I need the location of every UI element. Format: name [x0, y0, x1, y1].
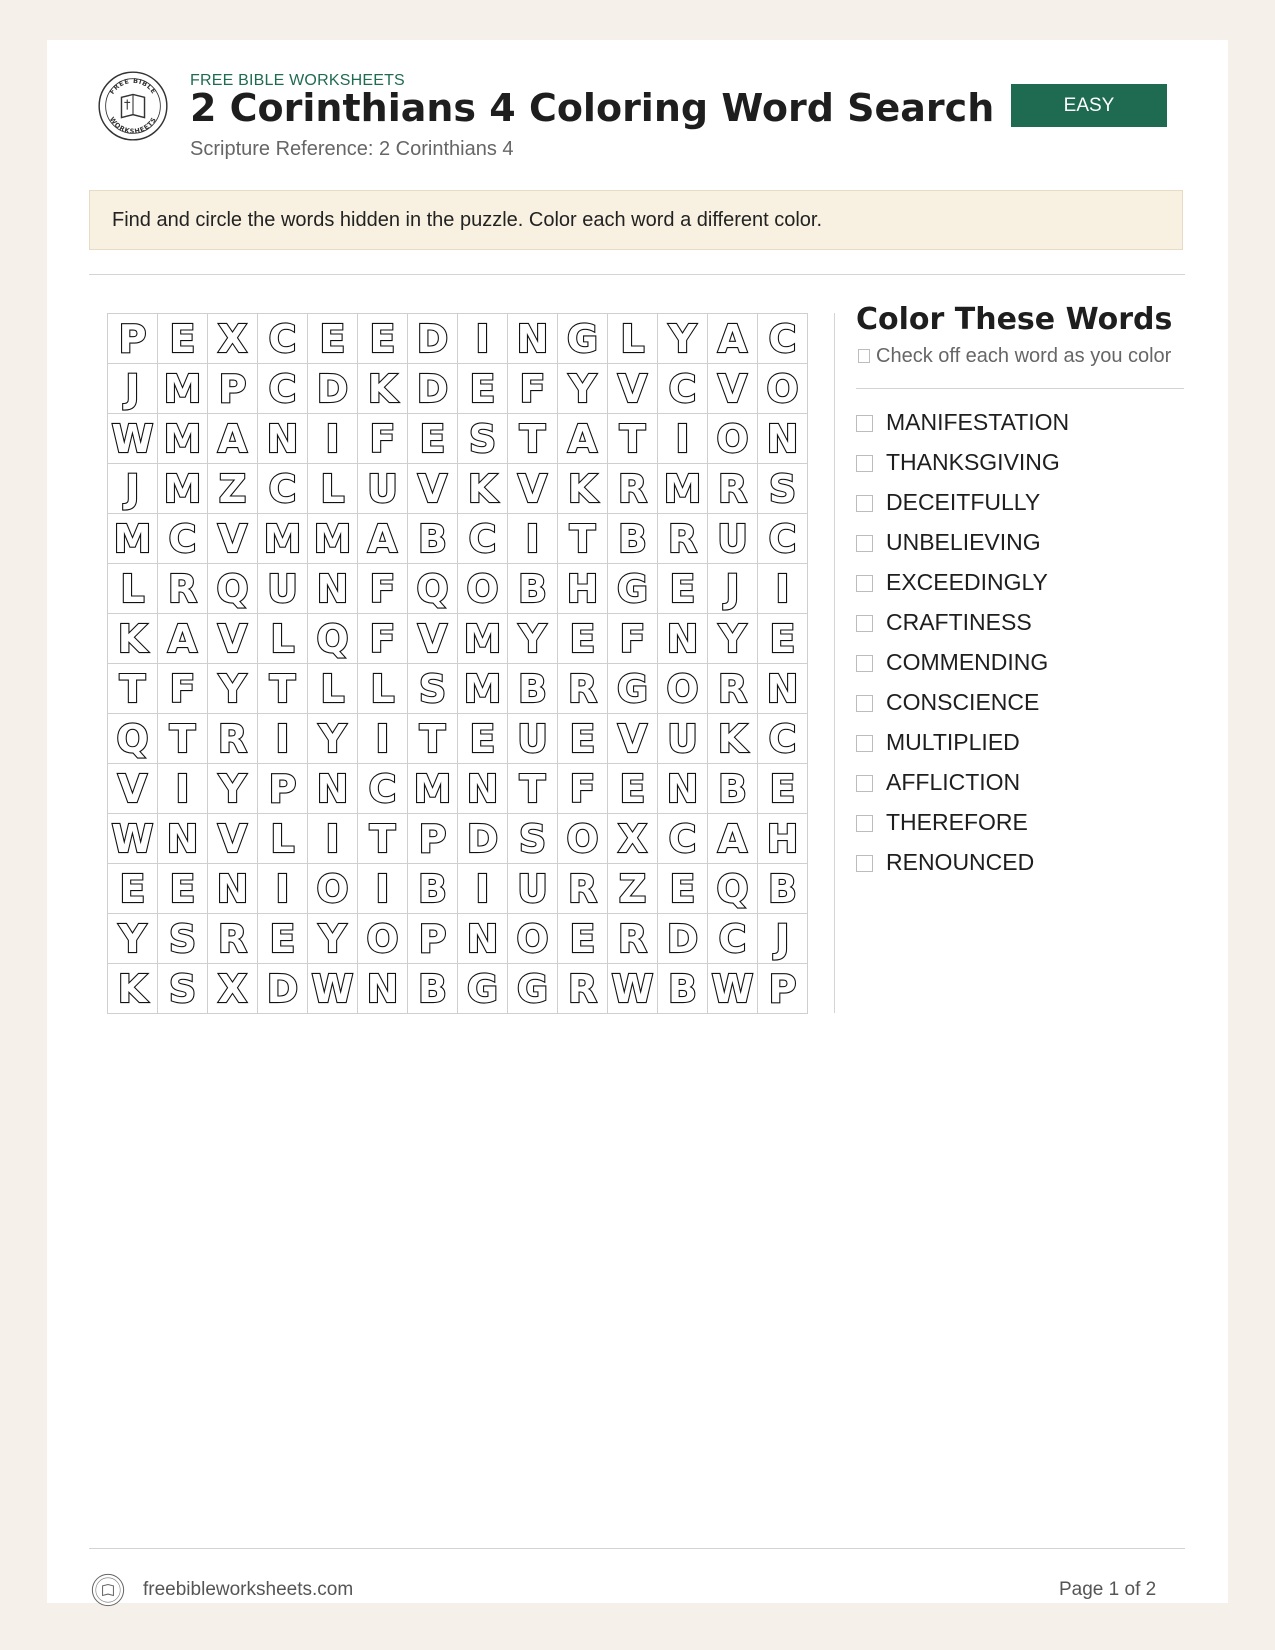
grid-cell[interactable]: W	[108, 414, 158, 464]
grid-cell[interactable]: B	[758, 864, 808, 914]
grid-cell[interactable]: Q	[108, 714, 158, 764]
word-label: MANIFESTATION	[886, 408, 1070, 435]
grid-cell[interactable]: O	[358, 914, 408, 964]
grid-cell[interactable]: Y	[308, 714, 358, 764]
grid-cell[interactable]: R	[558, 664, 608, 714]
grid-cell[interactable]: L	[308, 664, 358, 714]
grid-cell[interactable]: S	[458, 414, 508, 464]
header-divider	[89, 274, 1185, 275]
grid-cell[interactable]: N	[758, 414, 808, 464]
grid-cell[interactable]: G	[508, 964, 558, 1014]
footer-site-link[interactable]: freebibleworksheets.com	[143, 1579, 354, 1600]
scripture-reference: Scripture Reference: 2 Corinthians 4	[190, 138, 514, 160]
grid-cell[interactable]: U	[508, 714, 558, 764]
instructions-text: Find and circle the words hidden in the puzzle. Color each word a different color.	[112, 208, 823, 231]
grid-cell[interactable]: E	[358, 314, 408, 364]
grid-cell[interactable]: P	[108, 314, 158, 364]
grid-cell[interactable]: S	[158, 914, 208, 964]
word-list-item	[856, 482, 1069, 522]
grid-cell[interactable]: C	[758, 314, 808, 364]
grid-cell[interactable]: G	[458, 964, 508, 1014]
grid-cell[interactable]: D	[658, 914, 708, 964]
word-list-item	[856, 522, 1069, 562]
svg-text:FREE BIBLE: FREE BIBLE	[107, 76, 159, 96]
word-search-grid	[107, 313, 808, 1014]
footer-logo-icon	[91, 1573, 125, 1607]
grid-cell[interactable]: C	[658, 814, 708, 864]
grid-cell[interactable]: O	[658, 664, 708, 714]
word-checkbox[interactable]	[856, 415, 873, 432]
word-list-item	[856, 442, 1069, 482]
grid-cell[interactable]: E	[158, 864, 208, 914]
grid-cell[interactable]: N	[458, 764, 508, 814]
grid-cell[interactable]: M	[458, 614, 508, 664]
word-list-item	[856, 802, 1069, 842]
grid-cell[interactable]: L	[308, 464, 358, 514]
grid-cell[interactable]: A	[708, 814, 758, 864]
page-title: 2 Corinthians 4 Coloring Word Search	[190, 86, 995, 130]
grid-cell[interactable]: C	[158, 514, 208, 564]
grid-cell[interactable]: K	[358, 364, 408, 414]
grid-cell[interactable]: L	[358, 664, 408, 714]
grid-cell[interactable]: U	[508, 864, 558, 914]
grid-cell[interactable]: E	[158, 314, 208, 364]
word-list-item	[856, 682, 1069, 722]
grid-cell[interactable]: F	[508, 364, 558, 414]
grid-cell[interactable]: E	[758, 614, 808, 664]
word-checkbox[interactable]	[856, 535, 873, 552]
grid-cell[interactable]: P	[208, 364, 258, 414]
grid-cell[interactable]: P	[258, 764, 308, 814]
grid-cell[interactable]: Y	[658, 314, 708, 364]
grid-cell[interactable]: R	[208, 714, 258, 764]
word-label: CRAFTINESS	[886, 608, 1032, 635]
grid-cell[interactable]: E	[608, 764, 658, 814]
grid-cell[interactable]: H	[558, 564, 608, 614]
grid-cell[interactable]: W	[108, 814, 158, 864]
grid-cell[interactable]: U	[258, 564, 308, 614]
grid-cell[interactable]: K	[108, 964, 158, 1014]
grid-cell[interactable]: E	[558, 714, 608, 764]
grid-cell[interactable]: T	[108, 664, 158, 714]
grid-cell[interactable]: Q	[708, 864, 758, 914]
grid-cell[interactable]: M	[408, 764, 458, 814]
word-list-subtitle	[858, 345, 1171, 368]
grid-cell[interactable]: O	[308, 864, 358, 914]
instructions-box	[89, 190, 1183, 250]
word-checkbox[interactable]	[856, 575, 873, 592]
word-label: DECEITFULLY	[886, 488, 1041, 515]
word-list-item	[856, 562, 1069, 602]
grid-cell[interactable]: C	[758, 514, 808, 564]
grid-cell[interactable]: N	[658, 614, 708, 664]
grid-cell[interactable]: C	[258, 314, 308, 364]
grid-cell[interactable]: N	[308, 764, 358, 814]
grid-cell[interactable]: I	[158, 764, 208, 814]
grid-cell[interactable]: W	[308, 964, 358, 1014]
grid-cell[interactable]: C	[258, 464, 308, 514]
grid-cell[interactable]: K	[458, 464, 508, 514]
grid-cell[interactable]: D	[408, 364, 458, 414]
word-list-item	[856, 402, 1069, 442]
grid-cell[interactable]: U	[358, 464, 408, 514]
grid-cell[interactable]: C	[708, 914, 758, 964]
grid-cell[interactable]: E	[558, 914, 608, 964]
grid-cell[interactable]: M	[258, 514, 308, 564]
svg-text:WORKSHEETS: WORKSHEETS	[107, 115, 159, 136]
grid-cell[interactable]: R	[608, 464, 658, 514]
grid-cell[interactable]: K	[108, 614, 158, 664]
worksheet-page	[47, 40, 1228, 1603]
grid-cell[interactable]: R	[558, 864, 608, 914]
grid-cell[interactable]: E	[758, 764, 808, 814]
grid-cell[interactable]: X	[208, 314, 258, 364]
grid-cell[interactable]: G	[608, 664, 658, 714]
grid-cell[interactable]: X	[608, 814, 658, 864]
column-divider	[834, 313, 835, 1013]
grid-cell[interactable]: M	[658, 464, 708, 514]
grid-cell[interactable]: P	[408, 814, 458, 864]
grid-cell[interactable]: V	[608, 714, 658, 764]
word-list-item	[856, 762, 1069, 802]
grid-cell[interactable]: N	[758, 664, 808, 714]
word-checkbox[interactable]	[856, 855, 873, 872]
grid-cell[interactable]: I	[508, 514, 558, 564]
grid-cell[interactable]: I	[308, 414, 358, 464]
grid-cell[interactable]: D	[258, 964, 308, 1014]
word-list-title: Color These Words	[856, 302, 1173, 337]
grid-cell[interactable]: L	[608, 314, 658, 364]
grid-cell[interactable]: T	[258, 664, 308, 714]
grid-cell[interactable]: M	[458, 664, 508, 714]
grid-cell[interactable]: M	[158, 414, 208, 464]
grid-cell[interactable]: E	[408, 414, 458, 464]
brand-label: FREE BIBLE WORKSHEETS	[190, 72, 405, 89]
grid-cell[interactable]: N	[208, 864, 258, 914]
grid-cell[interactable]: K	[708, 714, 758, 764]
grid-cell[interactable]: N	[508, 314, 558, 364]
word-label: MULTIPLIED	[886, 728, 1020, 755]
word-label: UNBELIEVING	[886, 528, 1041, 555]
grid-cell[interactable]: B	[708, 764, 758, 814]
grid-cell[interactable]: I	[308, 814, 358, 864]
grid-cell[interactable]: A	[708, 314, 758, 364]
grid-cell[interactable]: Y	[208, 664, 258, 714]
grid-cell[interactable]: B	[508, 564, 558, 614]
grid-cell[interactable]: P	[758, 964, 808, 1014]
grid-cell[interactable]: G	[558, 314, 608, 364]
grid-cell[interactable]: I	[758, 564, 808, 614]
grid-cell[interactable]: O	[508, 914, 558, 964]
grid-cell[interactable]: E	[558, 614, 608, 664]
word-list-subtitle-text: Check off each word as you color	[876, 345, 1172, 367]
word-label: AFFLICTION	[886, 768, 1021, 795]
grid-cell[interactable]: W	[608, 964, 658, 1014]
grid-cell[interactable]: F	[358, 614, 408, 664]
grid-cell[interactable]: V	[208, 814, 258, 864]
grid-cell[interactable]: I	[258, 864, 308, 914]
grid-cell[interactable]: N	[358, 964, 408, 1014]
word-checkbox[interactable]	[856, 815, 873, 832]
grid-cell[interactable]: E	[308, 314, 358, 364]
word-checkbox[interactable]	[856, 775, 873, 792]
grid-cell[interactable]: R	[708, 664, 758, 714]
grid-cell[interactable]: Y	[308, 914, 358, 964]
word-checkbox[interactable]	[856, 615, 873, 632]
grid-cell[interactable]: S	[758, 464, 808, 514]
grid-cell[interactable]: C	[758, 714, 808, 764]
grid-cell[interactable]: L	[258, 814, 308, 864]
grid-cell[interactable]: V	[608, 364, 658, 414]
grid-cell[interactable]: J	[758, 914, 808, 964]
grid-cell[interactable]: F	[608, 614, 658, 664]
grid-cell[interactable]: C	[258, 364, 308, 414]
word-list-item	[856, 642, 1069, 682]
word-label: THEREFORE	[886, 808, 1028, 835]
grid-cell[interactable]: Q	[208, 564, 258, 614]
grid-cell[interactable]: U	[708, 514, 758, 564]
word-list	[856, 402, 1069, 882]
grid-cell[interactable]: C	[458, 514, 508, 564]
grid-cell[interactable]: E	[108, 864, 158, 914]
grid-cell[interactable]: J	[108, 364, 158, 414]
grid-cell[interactable]: D	[458, 814, 508, 864]
grid-cell[interactable]: R	[558, 964, 608, 1014]
grid-cell[interactable]: A	[208, 414, 258, 464]
word-label: CONSCIENCE	[886, 688, 1040, 715]
word-list-item	[856, 602, 1069, 642]
grid-cell[interactable]: V	[708, 364, 758, 414]
grid-cell[interactable]: B	[408, 864, 458, 914]
grid-cell[interactable]: F	[558, 764, 608, 814]
grid-cell[interactable]: T	[358, 814, 408, 864]
grid-cell[interactable]: Y	[708, 614, 758, 664]
grid-cell[interactable]: D	[408, 314, 458, 364]
grid-cell[interactable]: Q	[408, 564, 458, 614]
grid-cell[interactable]: I	[458, 314, 508, 364]
grid-cell[interactable]: P	[408, 914, 458, 964]
grid-cell[interactable]: S	[408, 664, 458, 714]
grid-cell[interactable]: R	[608, 914, 658, 964]
grid-cell[interactable]: F	[158, 664, 208, 714]
grid-cell[interactable]: I	[658, 414, 708, 464]
grid-cell[interactable]: T	[508, 414, 558, 464]
grid-cell[interactable]: R	[158, 564, 208, 614]
grid-cell[interactable]: L	[108, 564, 158, 614]
grid-cell[interactable]: O	[708, 414, 758, 464]
grid-cell[interactable]: O	[558, 814, 608, 864]
grid-cell[interactable]: M	[158, 464, 208, 514]
grid-cell[interactable]: Y	[558, 364, 608, 414]
grid-cell[interactable]: E	[458, 364, 508, 414]
grid-cell[interactable]: F	[358, 564, 408, 614]
grid-cell[interactable]: Z	[208, 464, 258, 514]
grid-cell[interactable]: Y	[208, 764, 258, 814]
grid-cell[interactable]: E	[658, 564, 708, 614]
grid-cell[interactable]: J	[708, 564, 758, 614]
grid-cell[interactable]: M	[108, 514, 158, 564]
grid-cell[interactable]: K	[558, 464, 608, 514]
grid-cell[interactable]: M	[308, 514, 358, 564]
word-label: EXCEEDINGLY	[886, 568, 1048, 595]
grid-cell[interactable]: D	[308, 364, 358, 414]
word-label: COMMENDING	[886, 648, 1049, 675]
grid-cell[interactable]: B	[408, 964, 458, 1014]
grid-cell[interactable]: I	[358, 714, 408, 764]
grid-cell[interactable]: B	[658, 964, 708, 1014]
grid-cell[interactable]: T	[158, 714, 208, 764]
word-list-divider	[856, 388, 1184, 389]
grid-cell[interactable]: W	[708, 964, 758, 1014]
word-checkbox[interactable]	[856, 695, 873, 712]
grid-cell[interactable]: V	[108, 764, 158, 814]
grid-cell[interactable]: F	[358, 414, 408, 464]
word-checkbox[interactable]	[856, 655, 873, 672]
grid-cell[interactable]: E	[258, 914, 308, 964]
grid-cell[interactable]: E	[658, 864, 708, 914]
word-label: RENOUNCED	[886, 848, 1035, 875]
grid-cell[interactable]: A	[358, 514, 408, 564]
grid-cell[interactable]: S	[508, 814, 558, 864]
grid-cell[interactable]: I	[458, 864, 508, 914]
grid-cell[interactable]: R	[658, 514, 708, 564]
grid-cell[interactable]: V	[508, 464, 558, 514]
page-number: Page 1 of 2	[1059, 1579, 1157, 1600]
grid-cell[interactable]: U	[658, 714, 708, 764]
grid-cell[interactable]: V	[208, 614, 258, 664]
grid-cell[interactable]: H	[758, 814, 808, 864]
grid-cell[interactable]: V	[408, 614, 458, 664]
word-label: THANKSGIVING	[886, 448, 1060, 475]
grid-cell[interactable]: R	[708, 464, 758, 514]
grid-cell[interactable]: T	[408, 714, 458, 764]
grid-cell[interactable]: L	[258, 614, 308, 664]
grid-cell[interactable]: S	[158, 964, 208, 1014]
grid-cell[interactable]: C	[358, 764, 408, 814]
grid-cell[interactable]: Y	[108, 914, 158, 964]
grid-cell[interactable]: M	[158, 364, 208, 414]
grid-cell[interactable]: I	[258, 714, 308, 764]
grid-cell[interactable]: N	[658, 764, 708, 814]
grid-cell[interactable]: G	[608, 564, 658, 614]
grid-cell[interactable]: V	[408, 464, 458, 514]
grid-cell[interactable]: O	[458, 564, 508, 614]
grid-cell[interactable]: C	[658, 364, 708, 414]
grid-cell[interactable]: B	[508, 664, 558, 714]
grid-cell[interactable]: R	[208, 914, 258, 964]
grid-cell[interactable]: B	[408, 514, 458, 564]
grid-cell[interactable]: T	[558, 514, 608, 564]
grid-cell[interactable]: J	[108, 464, 158, 514]
checkbox-icon	[858, 349, 870, 363]
word-list-item	[856, 722, 1069, 762]
grid-cell[interactable]: N	[308, 564, 358, 614]
grid-cell[interactable]: N	[458, 914, 508, 964]
difficulty-badge: EASY	[1011, 84, 1167, 127]
grid-cell[interactable]: O	[758, 364, 808, 414]
site-logo-icon	[97, 70, 169, 142]
grid-cell[interactable]: A	[158, 614, 208, 664]
grid-cell[interactable]: V	[208, 514, 258, 564]
grid-cell[interactable]: B	[608, 514, 658, 564]
grid-cell[interactable]: A	[558, 414, 608, 464]
grid-cell[interactable]: E	[458, 714, 508, 764]
grid-cell[interactable]: N	[258, 414, 308, 464]
grid-cell[interactable]: N	[158, 814, 208, 864]
grid-cell[interactable]: I	[358, 864, 408, 914]
grid-cell[interactable]: T	[608, 414, 658, 464]
grid-cell[interactable]: Y	[508, 614, 558, 664]
word-checkbox[interactable]	[856, 495, 873, 512]
grid-cell[interactable]: T	[508, 764, 558, 814]
grid-cell[interactable]: Z	[608, 864, 658, 914]
word-list-item	[856, 842, 1069, 882]
footer-divider	[89, 1548, 1185, 1549]
grid-cell[interactable]: Q	[308, 614, 358, 664]
word-checkbox[interactable]	[856, 455, 873, 472]
grid-cell[interactable]: X	[208, 964, 258, 1014]
word-checkbox[interactable]	[856, 735, 873, 752]
